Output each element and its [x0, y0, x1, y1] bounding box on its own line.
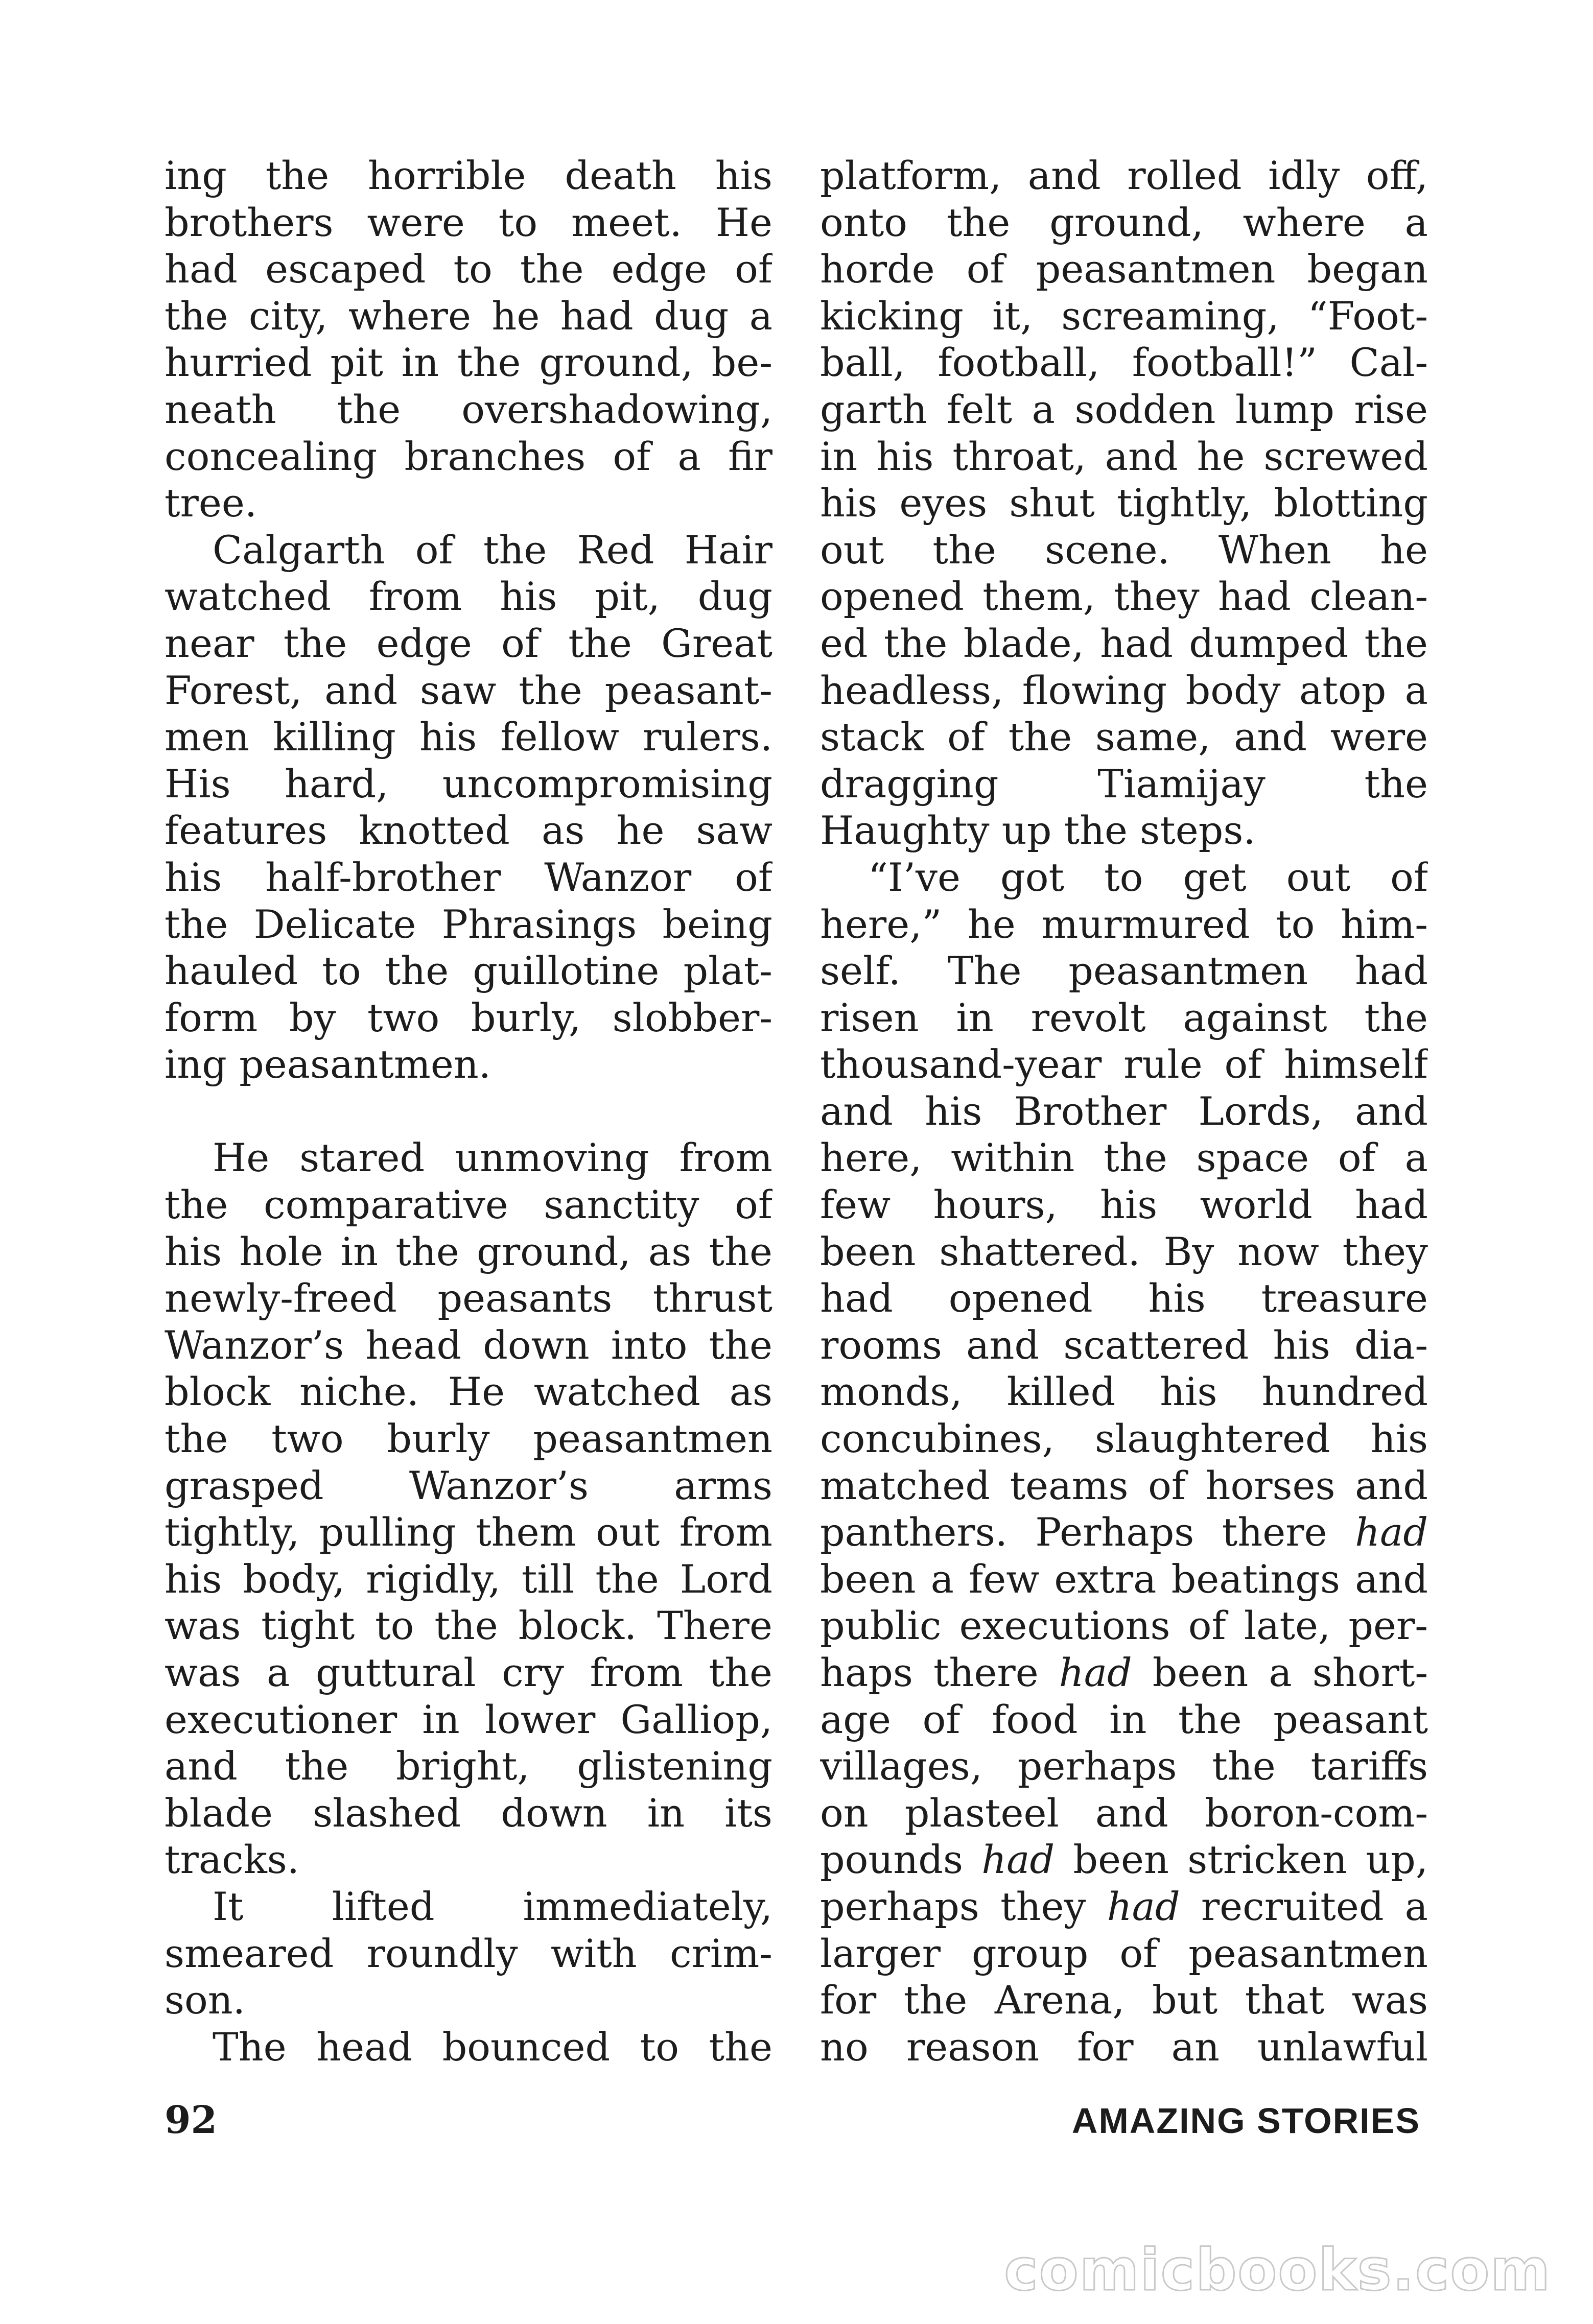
text-line: his half-brother Wanzor of	[165, 854, 772, 900]
text-line: been shattered. By now they	[820, 1228, 1428, 1274]
text-line: “I’ve got to get out of	[868, 854, 1428, 900]
text-line: for the Arena, but that was	[820, 1977, 1428, 2023]
text-line: ed the blade, had dumped the	[820, 620, 1428, 666]
text-line: tightly, pulling them out from	[165, 1509, 772, 1555]
right-column	[820, 152, 1428, 2070]
text-line: was tight to the block. There	[165, 1603, 772, 1649]
paragraph	[165, 527, 772, 1088]
text-line: concubines, slaughtered his	[820, 1416, 1428, 1462]
text-line: the city, where he had dug a	[165, 293, 772, 339]
text-line: ing the horrible death his	[165, 153, 772, 198]
text-line: features knotted as he saw	[165, 808, 772, 853]
text-line: newly-freed peasants thrust	[165, 1275, 772, 1321]
text-line: executioner in lower Galliop,	[165, 1696, 772, 1742]
text-line: platform, and rolled idly off,	[820, 153, 1428, 198]
text-line: panthers. Perhaps there had	[820, 1509, 1428, 1555]
text-line: his eyes shut tightly, blotting	[820, 480, 1428, 526]
text-line: the two burly peasantmen	[165, 1416, 772, 1462]
text-line: in his throat, and he screwed	[820, 433, 1428, 479]
text-line: garth felt a sodden lump rise	[820, 386, 1428, 432]
text-line: Haughty up the steps.	[820, 808, 1256, 853]
text-line: horde of peasantmen began	[820, 246, 1428, 292]
text-line: few hours, his world had	[820, 1182, 1428, 1228]
text-line: matched teams of horses and	[820, 1462, 1428, 1508]
text-line: had escaped to the edge of	[165, 246, 772, 292]
text-line: and his Brother Lords, and	[820, 1088, 1428, 1134]
text-line: no reason for an unlawful	[820, 2024, 1428, 2070]
text-line: the Delicate Phrasings being	[165, 901, 772, 947]
text-line: here, within the space of a	[820, 1135, 1428, 1181]
page-number: 92	[165, 2098, 217, 2142]
text-line: rooms and scattered his dia-	[820, 1322, 1428, 1368]
text-line: villages, perhaps the tariffs	[820, 1743, 1428, 1789]
text-line: near the edge of the Great	[165, 620, 772, 666]
text-line: perhaps they had recruited a	[820, 1883, 1428, 1929]
text-line: larger group of peasantmen	[820, 1930, 1428, 1976]
text-line: The head bounced to the	[213, 2024, 772, 2070]
paragraph	[165, 2024, 772, 2071]
left-column	[165, 152, 772, 2070]
text-line: smeared roundly with crim-	[165, 1930, 772, 1976]
text-line: tree.	[165, 480, 257, 526]
text-line: son.	[165, 1977, 245, 2023]
text-line: His hard, uncompromising	[165, 761, 772, 807]
text-line: It lifted immediately,	[213, 1883, 772, 1929]
text-line: kicking it, screaming, “Foot-	[820, 293, 1428, 339]
text-line: concealing branches of a fir	[165, 433, 772, 479]
paragraph	[165, 1134, 772, 1883]
text-line: been a few extra beatings and	[820, 1556, 1428, 1602]
text-line: risen in revolt against the	[820, 994, 1428, 1040]
text-line: Calgarth of the Red Hair	[213, 527, 772, 573]
watermark: comicbooks.com	[1004, 2237, 1551, 2304]
text-line: here,” he murmured to him-	[820, 901, 1428, 947]
paragraph	[165, 1883, 772, 2024]
text-line: self. The peasantmen had	[820, 948, 1428, 994]
text-line: form by two burly, slobber-	[165, 994, 772, 1040]
text-line: dragging Tiamijay the	[820, 761, 1428, 807]
text-line: ball, football, football!” Cal-	[820, 340, 1428, 386]
text-line: watched from his pit, dug	[165, 574, 772, 620]
running-title: AMAZING STORIES	[1071, 2101, 1420, 2141]
text-line: brothers were to meet. He	[165, 199, 772, 245]
text-line: hurried pit in the ground, be-	[165, 340, 772, 386]
text-line: out the scene. When he	[820, 527, 1428, 573]
paragraph	[820, 854, 1428, 2070]
text-line: age of food in the peasant	[820, 1696, 1428, 1742]
text-line: hauled to the guillotine plat-	[165, 948, 772, 994]
text-line: grasped Wanzor’s arms	[165, 1462, 772, 1508]
text-line: was a guttural cry from the	[165, 1650, 772, 1695]
text-line: the comparative sanctity of	[165, 1182, 772, 1228]
text-line: Wanzor’s head down into the	[165, 1322, 772, 1368]
text-line: haps there had been a short-	[820, 1650, 1428, 1695]
text-line: public executions of late, per-	[820, 1603, 1428, 1649]
paragraph	[165, 152, 772, 527]
text-line: ing peasantmen.	[165, 1041, 491, 1087]
text-line: monds, killed his hundred	[820, 1369, 1428, 1415]
text-line: onto the ground, where a	[820, 199, 1428, 245]
text-line: headless, flowing body atop a	[820, 667, 1428, 713]
text-line: his hole in the ground, as the	[165, 1228, 772, 1274]
text-line: neath the overshadowing,	[165, 386, 772, 432]
text-line: pounds had been stricken up,	[820, 1837, 1428, 1883]
text-line: Forest, and saw the peasant-	[165, 667, 772, 713]
text-line: opened them, they had clean-	[820, 574, 1428, 620]
text-line: his body, rigidly, till the Lord	[165, 1556, 772, 1602]
text-line: tracks.	[165, 1837, 299, 1883]
text-line: had opened his treasure	[820, 1275, 1428, 1321]
text-line: stack of the same, and were	[820, 714, 1428, 760]
text-line: He stared unmoving from	[213, 1135, 772, 1181]
text-line: blade slashed down in its	[165, 1790, 772, 1836]
text-line: on plasteel and boron-com-	[820, 1790, 1428, 1836]
text-line: and the bright, glistening	[165, 1743, 772, 1789]
text-line: men killing his fellow rulers.	[165, 714, 772, 760]
text-line: thousand-year rule of himself	[820, 1041, 1428, 1087]
paragraph	[820, 152, 1428, 854]
text-line: block niche. He watched as	[165, 1369, 772, 1415]
